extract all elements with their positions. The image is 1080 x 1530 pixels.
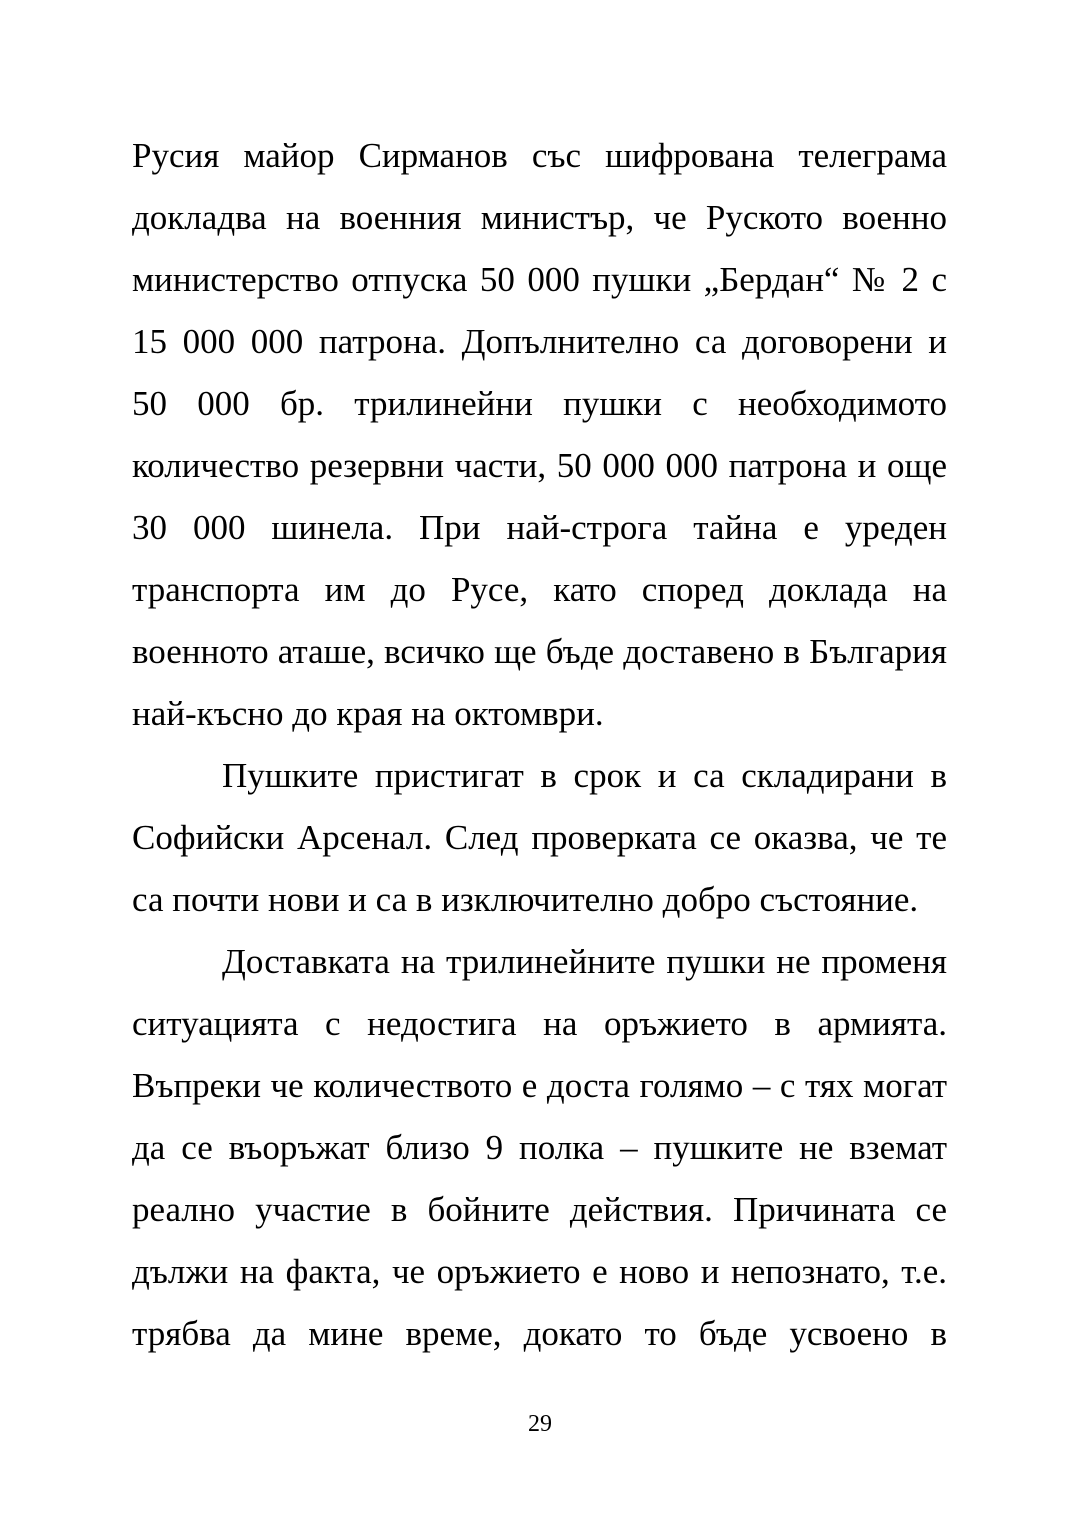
text-line: 50 000 бр. трилинейни пушки с необходимото — [132, 384, 947, 423]
text-line: докладва на военния министър, че Руското военно — [132, 198, 947, 237]
body-text — [132, 125, 947, 1365]
text-line: най-късно до края на октомври. — [132, 694, 604, 733]
text-line: 30 000 шинела. При най-строга тайна е уреден — [132, 508, 947, 547]
text-line: дължи на факта, че оръжието е ново и непознато, т.е. — [132, 1252, 947, 1291]
page-number: 29 — [528, 1411, 552, 1437]
text-line: реално участие в бойните действия. Причината се — [132, 1190, 947, 1229]
text-line: са почти нови и са в изключително добро състояние. — [132, 880, 919, 919]
text-line: трябва да мине време, докато то бъде усвоено в — [132, 1314, 947, 1353]
paragraph-3 — [132, 931, 947, 1365]
text-line: Доставката на трилинейните пушки не променя — [222, 942, 947, 981]
text-line: Пушките пристигат в срок и са складирани в — [222, 756, 947, 795]
text-line: да се въоръжат близо 9 полка – пушките не вземат — [132, 1128, 947, 1167]
text-line: Софийски Арсенал. След проверката се оказва, че те — [132, 818, 947, 857]
text-line: ситуацията с недостига на оръжието в армията. — [132, 1004, 947, 1043]
text-line: военното аташе, всичко ще бъде доставено в България — [132, 632, 947, 671]
text-line: количество резервни части, 50 000 000 патрона и още — [132, 446, 947, 485]
text-line: министерство отпуска 50 000 пушки „Бердан“ № 2 с — [132, 260, 947, 299]
text-line: Русия майор Сирманов със шифрована телеграма — [132, 136, 947, 175]
paragraph-1 — [132, 125, 947, 745]
paragraph-2 — [132, 745, 947, 931]
text-line: Въпреки че количеството е доста голямо – с тях могат — [132, 1066, 947, 1105]
text-line: транспорта им до Русе, като според доклада на — [132, 570, 947, 609]
text-line: 15 000 000 патрона. Допълнително са договорени и — [132, 322, 947, 361]
